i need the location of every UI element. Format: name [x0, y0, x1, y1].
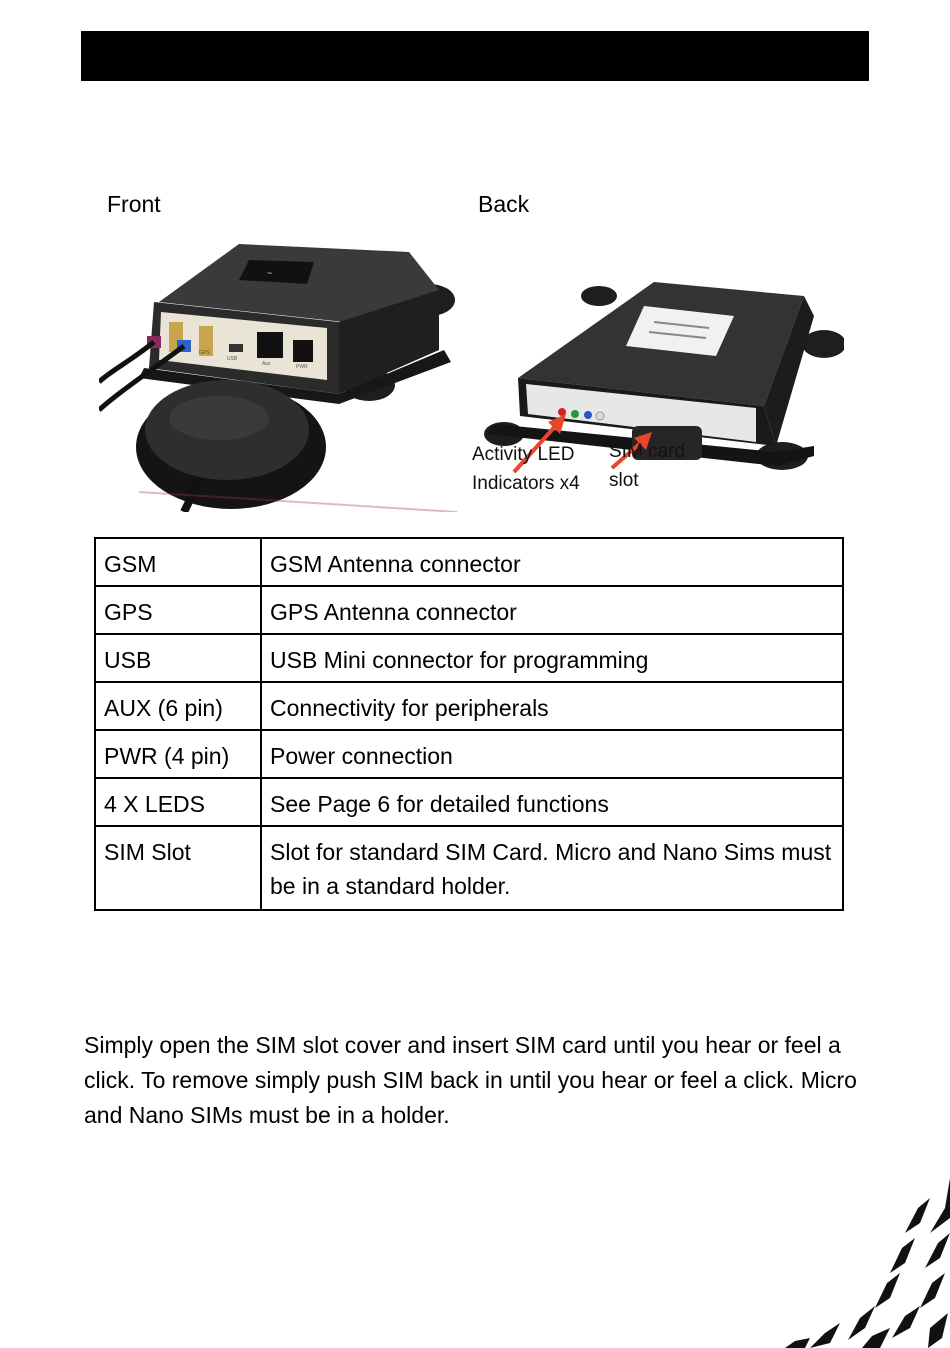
led-blue-icon	[584, 411, 592, 419]
row-key: SIM Slot	[95, 826, 261, 910]
led-callout: Activity LED Indicators x4	[472, 444, 580, 494]
svg-text:GPS: GPS	[199, 350, 210, 356]
led-white-icon	[596, 412, 604, 420]
aux-port-icon	[257, 332, 283, 358]
svg-text:~: ~	[267, 268, 273, 278]
led-green-icon	[571, 410, 579, 418]
header-bar	[81, 31, 869, 81]
table-row	[95, 730, 843, 778]
row-key: GSM	[95, 538, 261, 586]
table-row	[95, 538, 843, 586]
row-value: GSM Antenna connector	[261, 538, 843, 586]
row-value: GPS Antenna connector	[261, 586, 843, 634]
sim-instructions: Simply open the SIM slot cover and insert SIM card until you hear or feel a click. To remove simply push SIM back in until you hear or feel a click. Micro and Nano SIMs must be in a holder.	[84, 1032, 857, 1128]
svg-text:USB: USB	[227, 356, 238, 362]
row-key: USB	[95, 634, 261, 682]
svg-text:Aux: Aux	[262, 361, 271, 367]
row-value: Connectivity for peripherals	[261, 682, 843, 730]
front-label: Front	[107, 191, 161, 217]
table-row	[95, 634, 843, 682]
row-value: Slot for standard SIM Card. Micro and Nano Sims must be in a standard holder.	[261, 826, 843, 910]
table-row	[95, 778, 843, 826]
table-row	[95, 826, 843, 910]
front-device-image	[99, 222, 457, 512]
row-value: See Page 6 for detailed functions	[261, 778, 843, 826]
row-key: GPS	[95, 586, 261, 634]
sim-callout: SIM card slot	[609, 441, 686, 491]
pwr-port-icon	[293, 340, 313, 362]
back-label: Back	[478, 191, 530, 217]
usb-port-icon	[229, 344, 243, 352]
row-value: USB Mini connector for programming	[261, 634, 843, 682]
row-key: AUX (6 pin)	[95, 682, 261, 730]
row-key: 4 X LEDS	[95, 778, 261, 826]
row-value: Power connection	[261, 730, 843, 778]
table-row	[95, 682, 843, 730]
table-row	[95, 586, 843, 634]
tyre-tread-icon	[780, 1178, 950, 1348]
svg-text:PWR: PWR	[296, 364, 308, 370]
row-key: PWR (4 pin)	[95, 730, 261, 778]
spec-table	[94, 537, 844, 911]
